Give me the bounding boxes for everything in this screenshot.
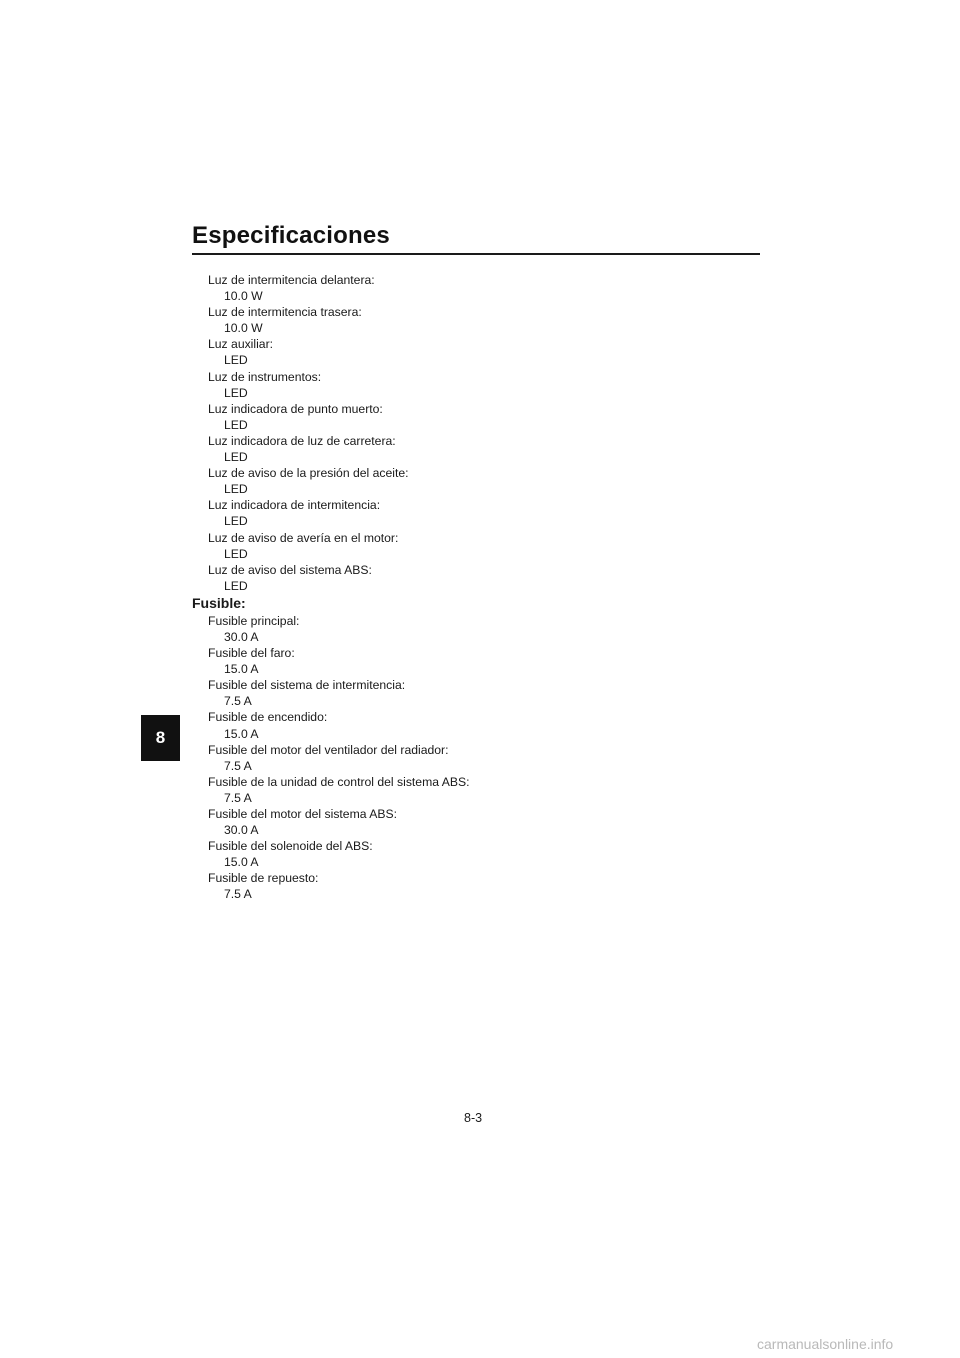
spec-value: LED — [224, 514, 248, 529]
spec-value: 7.5 A — [224, 694, 252, 709]
page-number: 8-3 — [464, 1111, 483, 1125]
spec-value: 30.0 A — [224, 823, 259, 838]
spec-item — [192, 870, 512, 902]
spec-value: 7.5 A — [224, 758, 252, 773]
spec-label: Luz auxiliar: — [208, 337, 274, 352]
spec-item — [192, 774, 512, 806]
spec-value: 15.0 A — [224, 662, 259, 677]
spec-item — [192, 613, 512, 645]
spec-item — [192, 677, 512, 709]
page-title: Especificaciones — [192, 222, 390, 249]
spec-item — [192, 465, 512, 497]
spec-label: Luz de aviso del sistema ABS: — [208, 562, 372, 577]
spec-list — [192, 272, 512, 903]
spec-item — [192, 838, 512, 870]
spec-value: LED — [224, 385, 248, 400]
spec-item — [192, 709, 512, 741]
spec-label: Luz de aviso de la presión del aceite: — [208, 466, 409, 481]
spec-item — [192, 433, 512, 465]
spec-item — [192, 562, 512, 594]
spec-item — [192, 369, 512, 401]
spec-value: 10.0 W — [224, 321, 263, 336]
chapter-tab: 8 — [141, 715, 180, 761]
spec-item — [192, 401, 512, 433]
spec-label: Luz de aviso de avería en el motor: — [208, 530, 399, 545]
spec-item — [192, 497, 512, 529]
spec-label: Luz de intermitencia trasera: — [208, 305, 362, 320]
spec-value: 15.0 A — [224, 855, 259, 870]
spec-value: LED — [224, 482, 248, 497]
spec-label: Fusible de repuesto: — [208, 871, 319, 886]
spec-value: LED — [224, 450, 248, 465]
spec-label: Luz indicadora de luz de carretera: — [208, 433, 396, 448]
spec-label: Luz indicadora de intermitencia: — [208, 498, 381, 513]
spec-label: Fusible del sistema de intermitencia: — [208, 678, 406, 693]
spec-value: LED — [224, 546, 248, 561]
spec-label: Fusible del faro: — [208, 646, 295, 661]
fuse-list — [192, 613, 512, 903]
spec-label: Fusible de la unidad de control del sistema ABS: — [208, 774, 470, 789]
spec-label: Fusible del motor del sistema ABS: — [208, 807, 397, 821]
spec-item — [192, 742, 512, 774]
spec-item — [192, 806, 512, 838]
section-heading-fuse: Fusible: — [192, 594, 246, 611]
title-divider — [192, 253, 760, 255]
lights-list — [192, 272, 512, 594]
spec-label: Fusible del solenoide del ABS: — [208, 839, 373, 854]
spec-label: Luz de intermitencia delantera: — [208, 273, 375, 287]
spec-value: 10.0 W — [224, 289, 263, 304]
spec-item — [192, 304, 512, 336]
spec-value: 15.0 A — [224, 726, 259, 741]
watermark-text: carmanualsonline.info — [757, 1336, 894, 1352]
spec-label: Fusible principal: — [208, 613, 300, 628]
spec-item — [192, 645, 512, 677]
spec-label: Luz indicadora de punto muerto: — [208, 401, 383, 416]
spec-value: 30.0 A — [224, 629, 259, 644]
spec-item — [192, 336, 512, 368]
spec-label: Fusible del motor del ventilador del radiador: — [208, 742, 449, 757]
spec-label: Luz de instrumentos: — [208, 369, 322, 384]
spec-item — [192, 272, 512, 304]
spec-value: LED — [224, 417, 248, 432]
spec-value: 7.5 A — [224, 790, 252, 805]
spec-value: LED — [224, 353, 248, 368]
spec-item — [192, 530, 512, 562]
spec-label: Fusible de encendido: — [208, 710, 328, 725]
spec-value: LED — [224, 578, 248, 593]
spec-value: 7.5 A — [224, 887, 252, 902]
